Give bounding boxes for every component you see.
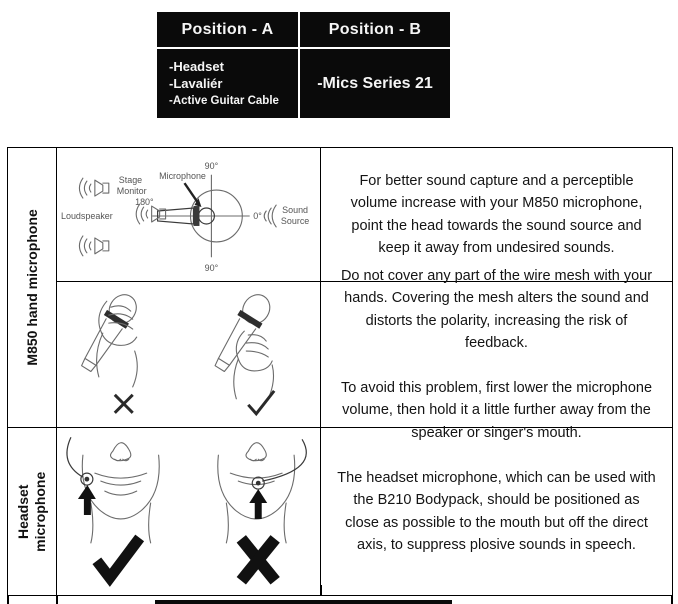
m850-grip-paragraph-2: To avoid this problem, first lower the microphone volume, then hold it a little further away from the speaker or singer's mouth. [340,379,653,441]
headset-boom-arm [67,437,83,477]
stage-monitor-label-line1: Stage [118,174,143,185]
microphone-label: Microphone [159,170,206,181]
m850-grip-paragraph-1: Do not cover any part of the wire mesh with your hands. Covering the mesh alters the sound and distorts the polarity, increasing the risk of feedback. [340,267,653,352]
position-up-arrow-icon [249,489,267,519]
m850-aiming-paragraph: For better sound capture and a perceptible volume increase with your M850 microphone, point the head towards the sound source and keep it away from undesired sounds. [350,172,643,256]
position-up-arrow-icon [78,485,96,515]
table-border-fragment [7,596,9,604]
sound-source-label-line1: Sound [282,204,309,215]
sound-waves-icon [264,205,276,227]
m850-aiming-text-cell [321,148,672,282]
mic-polar-pattern-illustration [57,149,320,281]
headset-correct-figure [67,437,159,543]
headset-wrong-figure [218,439,307,543]
loudspeaker-label: Loudspeaker [60,210,113,221]
headset-mic-capsule [256,480,261,485]
position-b-header: Position - B [300,12,450,49]
table-border-fragment [671,596,673,604]
polar-pattern-diagram [57,148,321,282]
angle-180-left: 180° [135,196,154,207]
mic-grip-diagram [57,282,321,428]
headset-right-check-icon [97,537,140,577]
headset-position-diagram [57,428,321,595]
row-label-headset-text [15,447,49,577]
table-border-fragment [56,596,58,604]
headset-paragraph: The headset microphone, which can be used with the B210 Bodypack, should be positioned as close as possible to the mouth but off the direct axis, to suppress plosive sounds in speech. [337,469,656,553]
headset-boom-arm [262,439,306,481]
position-table [157,12,450,118]
m850-grip-text-cell [321,267,672,441]
angle-90-bottom: 90° [204,262,219,273]
headset-mic-capsule [84,476,89,481]
position-a-item: -Lavaliér [169,76,223,92]
headset-position-illustration [57,431,320,593]
position-a-item: -Headset [169,59,224,75]
position-a-item: -Active Guitar Cable [169,94,279,107]
correct-grip-figure [208,289,275,398]
grip-right-check-icon [248,390,274,413]
row-label-headset-line2: microphone [32,471,48,552]
position-a-header: Position - A [157,12,300,49]
row-label-m850-text: M850 hand microphone [23,209,40,366]
instruction-table [7,147,673,596]
speaker-icon [79,235,108,255]
mic-grip-illustration [57,283,320,427]
position-a-items [157,49,300,118]
row-label-headset-line1: Headset [15,484,32,539]
angle-0-right: 0° [253,210,262,221]
headset-wrong-cross-icon [241,538,275,580]
angle-90-top: 90° [204,160,219,171]
stage-monitor-label-line2: Monitor [116,185,147,196]
row-label-headset [8,428,57,595]
wrong-grip-figure [75,289,142,386]
microphone-callout-arrow [185,183,198,202]
position-b-item: -Mics Series 21 [317,74,433,92]
next-table-cutoff-bar [155,600,452,604]
table-border-fragment [320,585,322,596]
speaker-icon [79,178,108,198]
row-label-m850 [8,148,57,428]
sound-source-label-line2: Source [280,215,310,226]
headset-text-cell [321,428,672,595]
